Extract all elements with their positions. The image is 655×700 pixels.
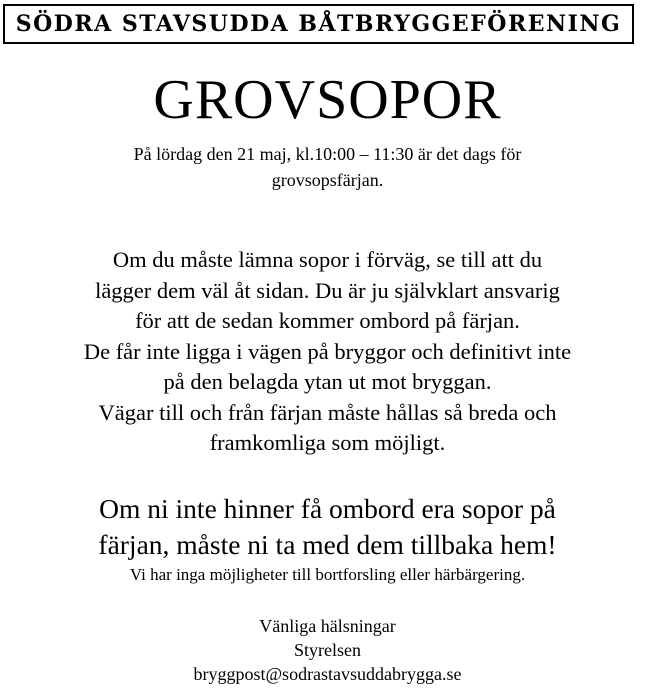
instruction-line: på den belagda ytan ut mot bryggan. xyxy=(163,369,492,394)
warning-line-2: färjan, måste ni ta med dem tillbaka hem! xyxy=(98,529,557,560)
instruction-line: Om du måste lämna sopor i förväg, se till att du xyxy=(112,247,543,272)
organization-header xyxy=(3,4,634,44)
instructions-paragraph xyxy=(20,245,635,459)
warning-line-1: Om ni inte hinner få ombord era sopor på xyxy=(99,493,556,524)
page-title: GROVSOPOR xyxy=(153,69,502,131)
instruction-line: Vägar till och från färjan måste hållas så breda och xyxy=(98,399,557,425)
instruction-line: för att de sedan kommer ombord på färjan. xyxy=(135,308,520,333)
intro-line-1: På lördag den 21 maj, kl.10:00 – 11:30 är det dags för xyxy=(133,144,522,164)
contact-email: bryggpost@sodrastavsuddabrygga.se xyxy=(193,664,462,684)
warning-text xyxy=(10,491,645,563)
warning-note: Vi har inga möjligheter till bortforsling eller härbärgering. xyxy=(129,565,526,584)
instruction-line: De får inte ligga i vägen på bryggor och definitivt inte xyxy=(83,338,572,364)
organization-name: SÖDRA STAVSUDDA BÅTBRYGGEFÖRENING xyxy=(15,11,622,37)
signature-greeting: Vänliga hälsningar xyxy=(259,616,396,636)
intro-line-2: grovsopsfärjan. xyxy=(271,170,384,190)
instruction-line: framkomliga som möjligt. xyxy=(209,430,446,455)
signature-block xyxy=(20,614,635,686)
instruction-line: lägger dem väl åt sidan. Du är ju självklart ansvarig xyxy=(95,277,560,303)
signature-sender: Styrelsen xyxy=(294,640,361,660)
intro-text xyxy=(40,141,615,193)
